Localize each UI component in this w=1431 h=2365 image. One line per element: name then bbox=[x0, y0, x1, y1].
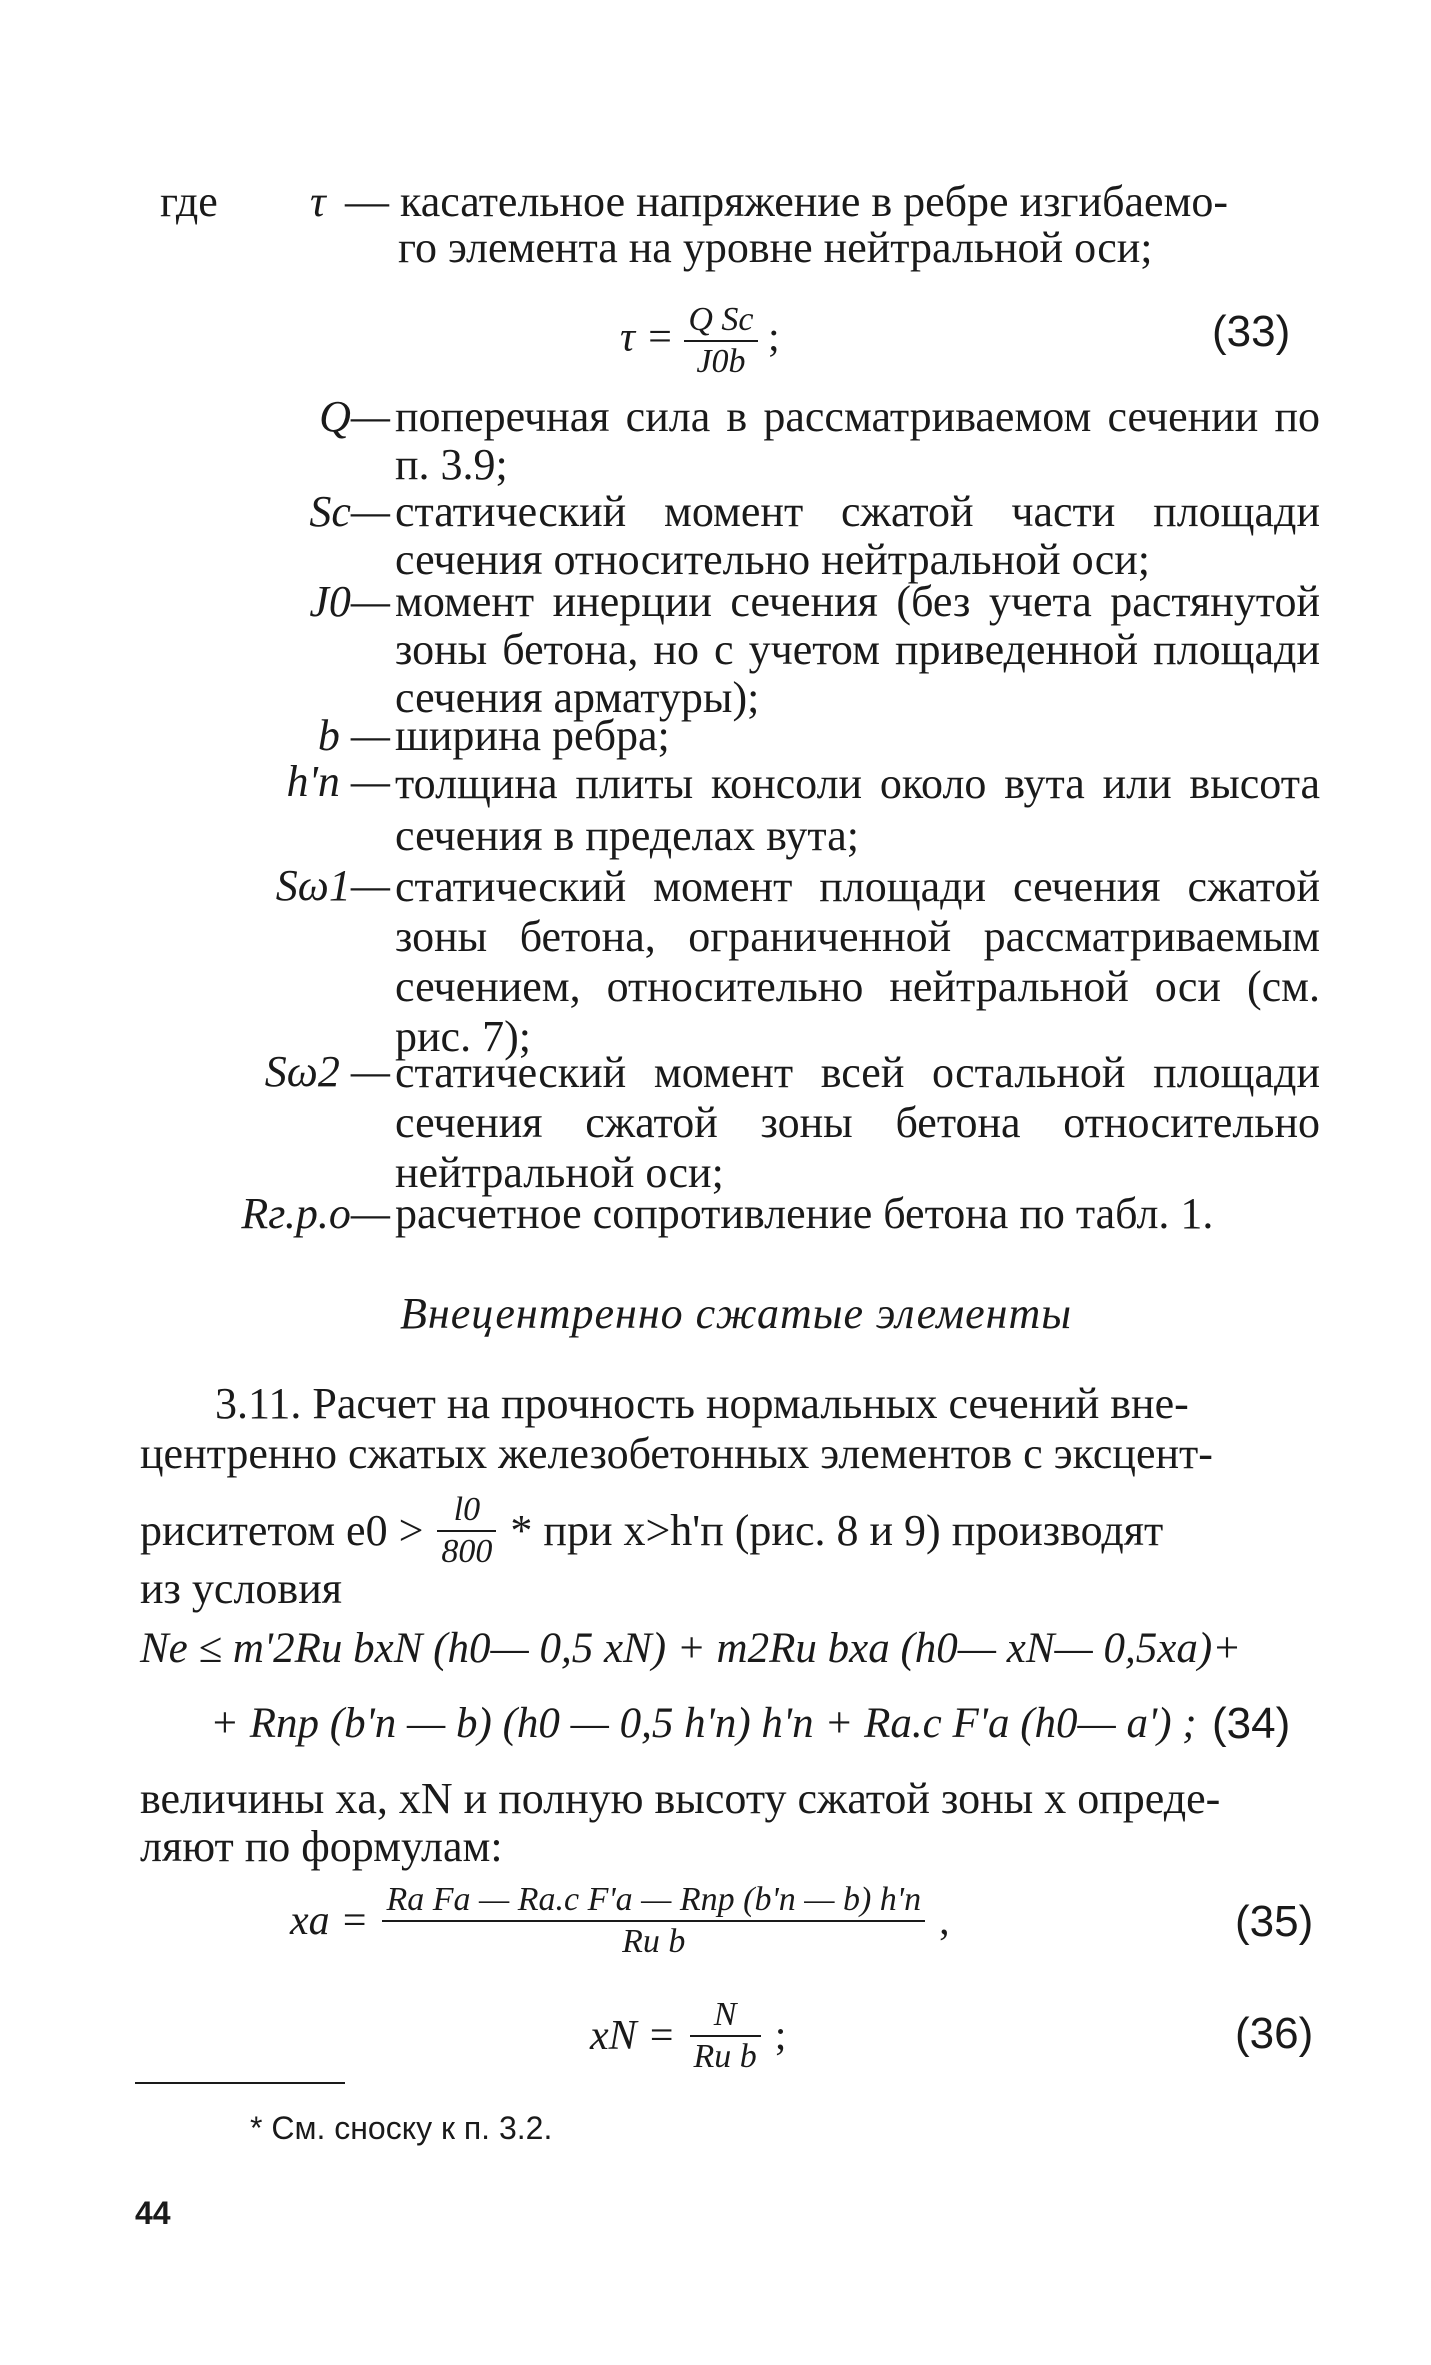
para-311-line3-b: * при x>h'п (рис. 8 и 9) производят bbox=[510, 1506, 1164, 1555]
eq35-numerator: Ra Fa — Ra.c F'a — Rпр (b'п — b) h'п bbox=[386, 1881, 922, 1918]
q-symbol: Q— bbox=[319, 392, 390, 441]
para-after-line2: ляют по формулам: bbox=[140, 1822, 503, 1871]
eq36-denominator: Rи b bbox=[693, 2038, 757, 2075]
b-definition: ширина ребра; bbox=[395, 711, 670, 760]
b-symbol: b — bbox=[317, 711, 390, 760]
equation-33-number: (33) bbox=[1212, 307, 1291, 356]
eq35-tail: , bbox=[939, 1898, 950, 1944]
hn-symbol: h'п — bbox=[286, 757, 390, 806]
equation-35-number: (35) bbox=[1235, 1897, 1314, 1946]
sw2-definition: статический момент всей остальной площади сечения сжатой зоны бетона относительно нейтральной оси; bbox=[395, 1048, 1320, 1197]
equation-33 bbox=[620, 300, 780, 382]
eq33-fraction bbox=[684, 300, 757, 382]
page-number: 44 bbox=[135, 2195, 171, 2231]
frac-numerator: l0 bbox=[453, 1491, 481, 1528]
para-311-line3-a: риситетом e0 > bbox=[140, 1506, 424, 1555]
eq35-fraction bbox=[382, 1880, 925, 1962]
tau-symbol: τ bbox=[310, 177, 326, 226]
j0-definition: момент инерции сечения (без учета растянутой зоны бетона, но с учетом приведенной площади сечения арматуры); bbox=[395, 577, 1320, 722]
para-311-line4: из условия bbox=[140, 1564, 342, 1613]
eq36-tail: ; bbox=[774, 2013, 787, 2059]
q-definition: поперечная сила в рассматриваемом сечении по п. 3.9; bbox=[395, 392, 1320, 489]
eq33-denominator: J0b bbox=[696, 343, 746, 380]
equation-34-number: (34) bbox=[1212, 1699, 1291, 1748]
equation-36 bbox=[590, 1995, 786, 2077]
tau-def-line2: го элемента на уровне нейтральной оси; bbox=[398, 223, 1153, 272]
footnote: * См. сноску к п. 3.2. bbox=[250, 2110, 553, 2146]
eq33-tail: ; bbox=[768, 314, 780, 361]
hn-definition: толщина плиты консоли около вута или высота сечения в пределах вута; bbox=[395, 759, 1320, 860]
sw1-symbol: Sω1— bbox=[275, 861, 390, 910]
eq33-lhs: τ = bbox=[620, 314, 674, 361]
eccentricity-fraction bbox=[437, 1490, 496, 1572]
tau-def-line1: — касательное напряжение в ребре изгибаемо- bbox=[345, 177, 1229, 226]
eq36-numerator: N bbox=[713, 1996, 737, 2033]
sw1-definition: статический момент площади сечения сжатой зоны бетона, ограниченной рассматриваемым сечением, относительно нейтральной оси (см. рис. 7); bbox=[395, 862, 1320, 1061]
section-heading: Внецентренно сжатые элементы bbox=[400, 1289, 1073, 1338]
sc-definition: статический момент сжатой части площади сечения относительно нейтральной оси; bbox=[395, 487, 1320, 584]
eq34-line2: + Rпр (b'п — b) (h0 — 0,5 h'п) h'п + Ra.c F'a (h0— a') ; bbox=[210, 1700, 1197, 1747]
equation-36-number: (36) bbox=[1235, 2009, 1314, 2058]
eq36-lhs: xN = bbox=[590, 2013, 676, 2059]
frac-denominator: 800 bbox=[441, 1533, 493, 1570]
r-definition: расчетное сопротивление бетона по табл. 1. bbox=[395, 1189, 1214, 1238]
sc-symbol: Sc— bbox=[309, 487, 390, 536]
para-311-line3 bbox=[140, 1490, 1163, 1572]
where-word: где bbox=[160, 177, 218, 226]
eq33-numerator: Q Sc bbox=[688, 301, 754, 338]
sw2-symbol: Sω2 — bbox=[264, 1047, 390, 1096]
r-symbol: Rг.р.о— bbox=[241, 1189, 390, 1238]
eq36-fraction bbox=[690, 1995, 761, 2077]
footnote-rule bbox=[135, 2082, 345, 2084]
para-311-line2: центренно сжатых железобетонных элементов с эксцент- bbox=[140, 1429, 1213, 1478]
j0-symbol: J0— bbox=[309, 577, 390, 626]
para-after-line1: величины xa, xN и полную высоту сжатой зоны x опреде- bbox=[140, 1774, 1221, 1823]
eq35-denominator: Rи b bbox=[622, 1923, 686, 1960]
eq35-lhs: xa = bbox=[290, 1898, 369, 1944]
equation-35 bbox=[290, 1880, 950, 1962]
para-311-line1: 3.11. Расчет на прочность нормальных сечений вне- bbox=[215, 1379, 1189, 1428]
eq34-line1: Ne ≤ m'2Rи bxN (h0— 0,5 xN) + m2Rи bxa (h0— xN— 0,5xa)+ bbox=[140, 1625, 1242, 1672]
